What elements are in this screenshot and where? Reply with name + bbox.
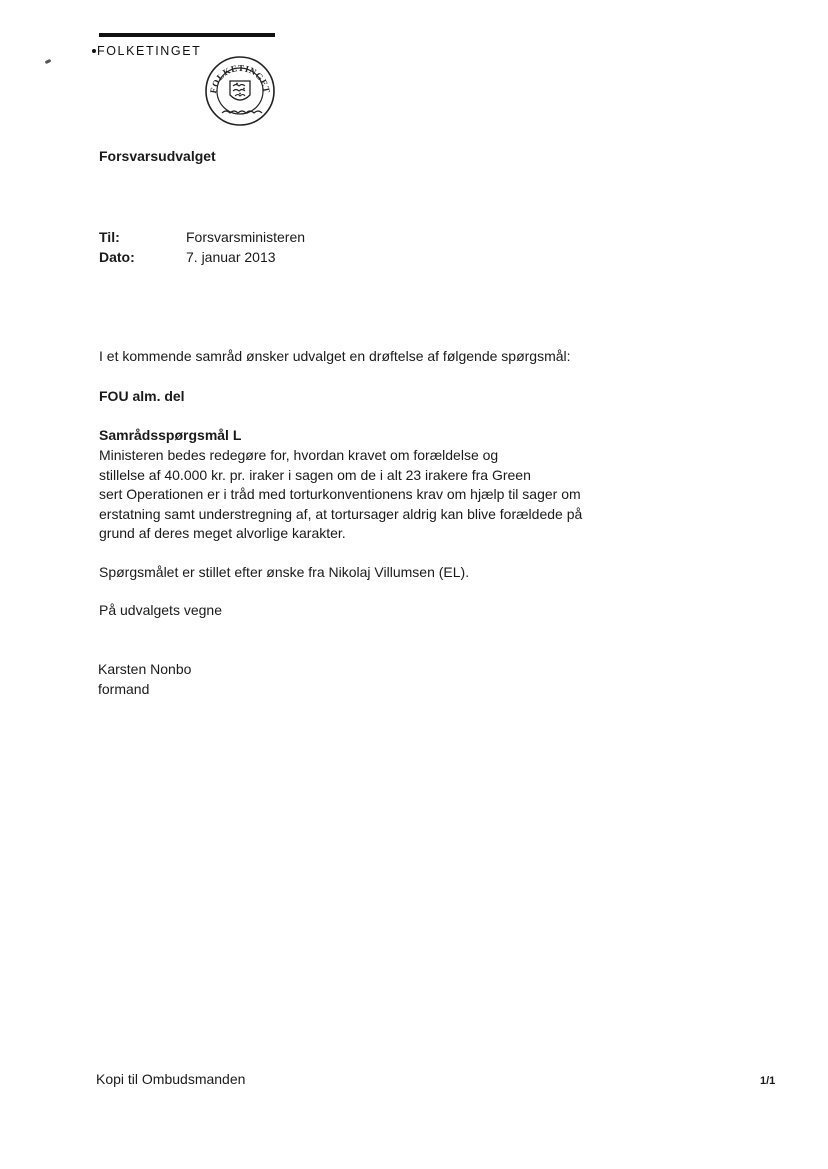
case-reference: FOU alm. del	[99, 388, 185, 404]
signer-title: formand	[98, 681, 150, 697]
address-block	[99, 227, 305, 267]
page-number: 1/1	[760, 1075, 776, 1087]
question-line: sert Operationen er i tråd med torturkonventionens krav om hjælp til sager om	[99, 486, 581, 502]
date-value: 7. januar 2013	[186, 249, 276, 265]
to-label: Til:	[99, 229, 120, 245]
intro-paragraph: I et kommende samråd ønsker udvalget en drøftelse af følgende spørgsmål:	[99, 348, 571, 364]
recipient-row	[99, 227, 305, 247]
question-heading: Samrådsspørgsmål L	[99, 427, 242, 443]
institution-name	[92, 44, 201, 58]
to-value: Forsvarsministeren	[186, 229, 306, 245]
question-body	[99, 446, 582, 544]
question-line: stillelse af 40.000 kr. pr. iraker i sagen om de i alt 23 irakere fra Green	[99, 466, 531, 483]
asked-by-note: Spørgsmålet er stillet efter ønske fra Nikolaj Villumsen (EL).	[99, 564, 470, 580]
copy-note: Kopi til Ombudsmanden	[96, 1071, 246, 1087]
question-line: Ministeren bedes redegøre for, hvordan kravet om forældelse og	[99, 447, 499, 463]
seal-text: FOLKETINGET	[207, 62, 273, 95]
signer-name: Karsten Nonbo	[98, 661, 192, 677]
scan-speck	[45, 59, 52, 64]
on-behalf-line: På udvalgets vegne	[99, 602, 222, 618]
question-line: grund af deres meget alvorlige karakter.	[99, 525, 346, 541]
date-label: Dato:	[99, 249, 135, 265]
committee-name: Forsvarsudvalget	[99, 148, 216, 164]
bullet-dot-icon	[92, 49, 96, 53]
signature-block	[98, 659, 191, 699]
date-row	[99, 247, 305, 267]
question-line: erstatning samt understregning af, at tortursager aldrig kan blive forældede på	[99, 505, 583, 522]
header-rule	[99, 33, 275, 37]
parliament-seal-icon	[204, 55, 276, 127]
svg-text:FOLKETINGET	[208, 63, 272, 94]
institution-label: FOLKETINGET	[97, 44, 202, 58]
